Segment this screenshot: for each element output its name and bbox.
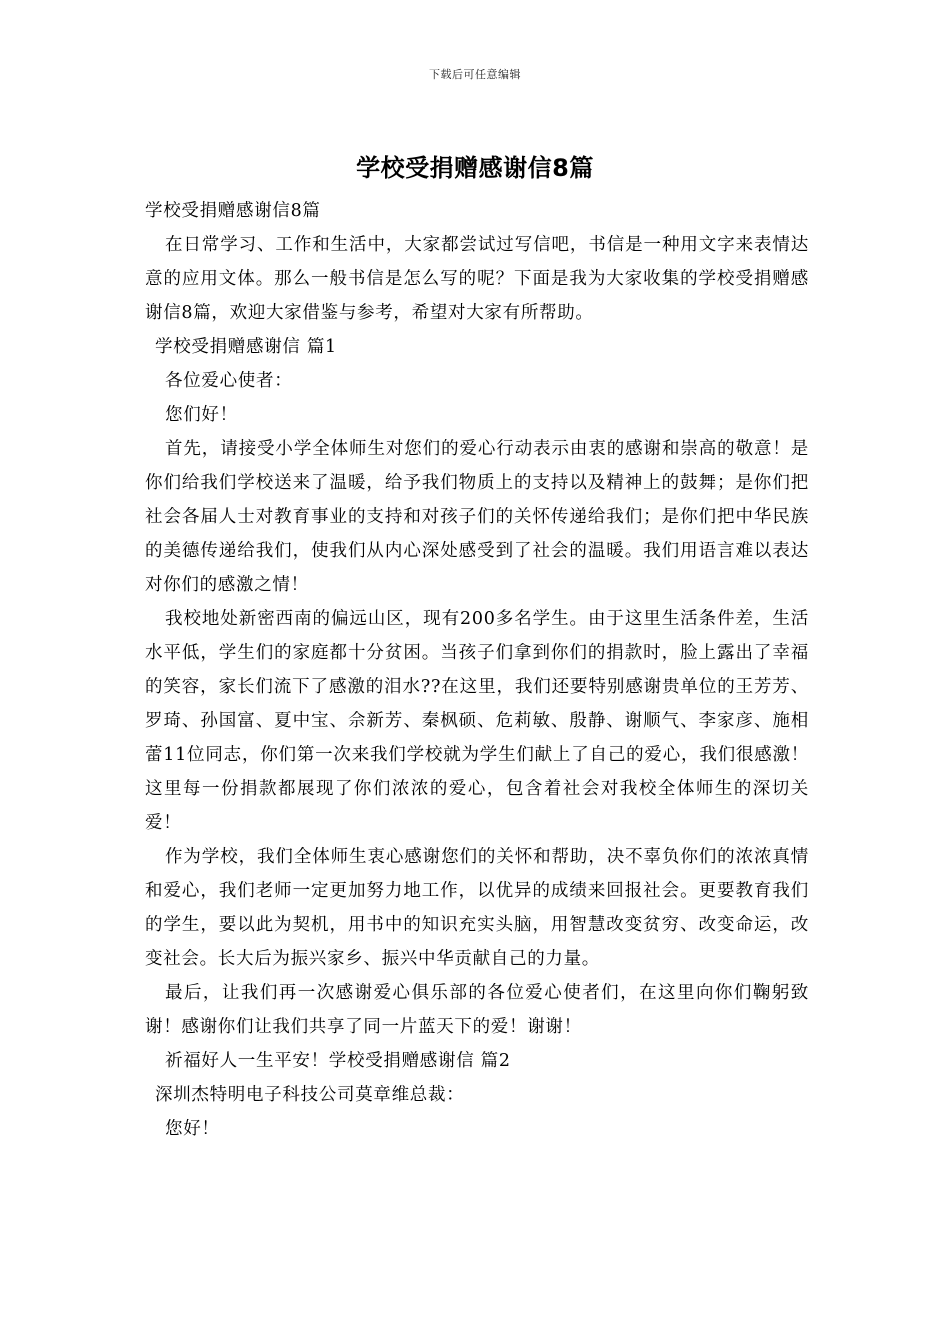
document-title: 学校受捐赠感谢信8篇	[356, 154, 594, 182]
document-body	[145, 194, 809, 1146]
body-paragraph: 最后，让我们再一次感谢爱心俱乐部的各位爱心使者们，在这里向你们鞠躬致谢！感谢你们让我们共享了同一片蓝天下的爱！谢谢！	[145, 983, 809, 1037]
section-heading-1: 学校受捐赠感谢信 篇1	[155, 337, 337, 357]
body-paragraph: 作为学校，我们全体师生衷心感谢您们的关怀和帮助，决不辜负你们的浓浓真情和爱心，我们老师一定更加努力地工作，以优异的成绩来回报社会。更要教育我们的学生，要以此为契机，用书中的知识充实头脑，用智慧改变贫穷、改变命运，改变社会。长大后为振兴家乡、振兴中华贡献自己的力量。	[145, 847, 809, 969]
body-paragraph: 我校地处新密西南的偏远山区，现有200多名学生。由于这里生活条件差，生活水平低，学生们的家庭都十分贫困。当孩子们拿到你们的捐款时，脸上露出了幸福的笑容，家长们流下了感激的泪水??在这里，我们还要特别感谢贵单位的王芳芳、罗琦、孙国富、夏中宝、佘新芳、秦枫硕、危莉敏、殷静、谢顺气、李家彦、施相蕾11位同志，你们第一次来我们学校就为学生们献上了自己的爱心，我们很感激！这里每一份捐款都展现了你们浓浓的爱心，包含着社会对我校全体师生的深切关爱！	[145, 609, 809, 833]
greeting: 您们好！	[165, 405, 238, 425]
salutation: 各位爱心使者：	[165, 371, 293, 391]
greeting: 您好！	[165, 1119, 220, 1139]
header-note: 下载后可任意编辑	[429, 68, 521, 81]
intro-paragraph: 在日常学习、工作和生活中，大家都尝试过写信吧，书信是一种用文字来表情达意的应用文体。那么一般书信是怎么写的呢？下面是我为大家收集的学校受捐赠感谢信8篇，欢迎大家借鉴与参考，希望对大家有所帮助。	[145, 235, 809, 323]
section-heading-2: 祈福好人一生平安！学校受捐赠感谢信 篇2	[165, 1051, 511, 1071]
salutation: 深圳杰特明电子科技公司莫章维总裁：	[155, 1085, 465, 1105]
subtitle-line: 学校受捐赠感谢信8篇	[145, 201, 321, 221]
body-paragraph: 首先，请接受小学全体师生对您们的爱心行动表示由衷的感谢和崇高的敬意！是你们给我们学校送来了温暖，给予我们物质上的支持以及精神上的鼓舞；是你们把社会各届人士对教育事业的支持和对孩子们的关怀传递给我们；是你们把中华民族的美德传递给我们，使我们从内心深处感受到了社会的温暖。我们用语言难以表达对你们的感激之情！	[145, 439, 809, 595]
